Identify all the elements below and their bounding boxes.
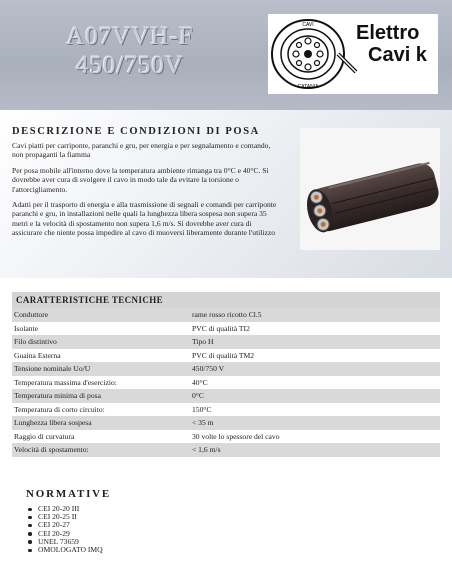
- spec-label: Guaina Esterna: [12, 349, 192, 363]
- spec-value: < 35 m: [192, 416, 440, 430]
- spec-label: Temperatura massima d'esercizio:: [12, 376, 192, 390]
- table-row: [12, 403, 440, 417]
- table-row: [12, 349, 440, 363]
- brand-name: [356, 22, 436, 66]
- cable-seal-icon: [268, 14, 358, 94]
- spec-value: rame rosso ricotto Cl.5: [192, 308, 440, 322]
- normative-list: [24, 505, 111, 554]
- tech-heading: CARATTERISTICHE TECNICHE: [12, 292, 440, 308]
- spec-value: 0°C: [192, 389, 440, 403]
- product-code: A07VVH-F: [66, 23, 194, 50]
- brand-line-1: Elettro: [356, 22, 420, 44]
- flat-cable-photo: [300, 128, 440, 250]
- list-item: CEI 20-25 II: [38, 513, 111, 521]
- description-heading: DESCRIZIONE E CONDIZIONI DI POSA: [12, 126, 260, 137]
- spec-label: Conduttore: [12, 308, 192, 322]
- spec-value: PVC di qualità TM2: [192, 349, 440, 363]
- company-logo: [268, 14, 438, 94]
- spec-value: < 1,6 m/s: [192, 443, 440, 457]
- spec-value: 40°C: [192, 376, 440, 390]
- spec-value: 30 volte lo spessore del cavo: [192, 430, 440, 444]
- spec-value: 150°C: [192, 403, 440, 417]
- list-item: CEI 20-20 III: [38, 505, 111, 513]
- list-item: CEI 20-29: [38, 530, 111, 538]
- description-paragraph-2: Per posa mobile all'interno dove la temperatura ambiente rimanga tra 0°C e 40°C. Si dovrebbe aver cura di svolgere il cavo in modo tale da evitare la torsione o l'attorcigliamento.: [12, 165, 269, 194]
- spec-label: Raggio di curvatura: [12, 430, 192, 444]
- spec-value: PVC di qualità TI2: [192, 322, 440, 336]
- table-row: [12, 376, 440, 390]
- table-row: [12, 322, 440, 336]
- table-row: [12, 335, 440, 349]
- spec-value: Tipo H: [192, 335, 440, 349]
- table-row: [12, 443, 440, 457]
- technical-characteristics: [12, 292, 440, 457]
- tech-table: [12, 308, 440, 457]
- svg-text:CATANIA: CATANIA: [297, 84, 319, 90]
- table-row: [12, 389, 440, 403]
- spec-label: Tensione nominale Uo/U: [12, 362, 192, 376]
- spec-label: Velocità di spostamento:: [12, 443, 192, 457]
- product-voltage: 450/750V: [76, 52, 184, 79]
- description-body: [12, 141, 282, 244]
- table-row: [12, 416, 440, 430]
- table-row: [12, 362, 440, 376]
- spec-value: 450/750 V: [192, 362, 440, 376]
- spec-label: Filo distintivo: [12, 335, 192, 349]
- list-item: OMOLOGATO IMQ: [38, 546, 111, 554]
- spec-label: Temperatura minima di posa: [12, 389, 192, 403]
- normative-section: [24, 488, 111, 554]
- spec-label: Temperatura di corto circuito:: [12, 403, 192, 417]
- product-title: [40, 22, 220, 80]
- svg-text:CAVI: CAVI: [302, 22, 314, 28]
- list-item: UNEL 73659: [38, 538, 111, 546]
- description-paragraph-3: Adatti per il trasporto di energia e alla trasmissione di segnali e comandi per carriponte paranchi e gru, in installazioni nelle quali la lunghezza libera sospesa non supera 35 metri e la velocità di spostamento non supera 1,6 m/s. Si dovrebbe aver cura di assicurare che niente possa impedire al cavo di muoversi liberamente durante l'utilizzo: [12, 200, 277, 238]
- spec-label: Isolante: [12, 322, 192, 336]
- list-item: CEI 20-27: [38, 521, 111, 529]
- normative-heading: NORMATIVE: [26, 488, 112, 500]
- table-row: [12, 430, 440, 444]
- brand-line-2: Cavi k: [368, 44, 427, 66]
- spec-label: Lunghezza libera sospesa: [12, 416, 192, 430]
- description-paragraph-1: Cavi piatti per carriponte, paranchi e gru, per energia e per segnalamento e comando, non propaganti la fiamma: [12, 141, 271, 160]
- table-row: [12, 308, 440, 322]
